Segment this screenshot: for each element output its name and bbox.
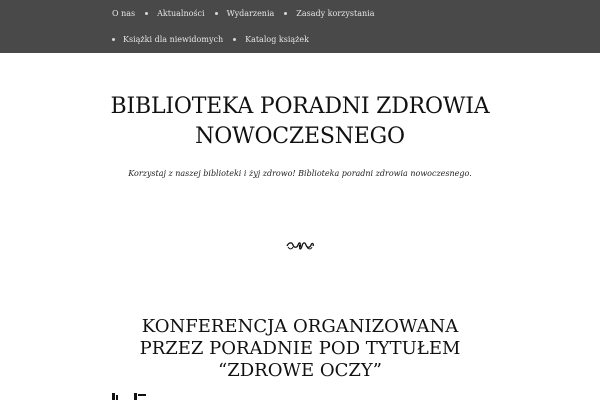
- nav-row-primary: [112, 8, 374, 19]
- post-title-line-1[interactable]: KONFERENCJA ORGANIZOWANA: [141, 316, 459, 337]
- nav-item-katalog-ksiazek[interactable]: Katalog książek: [245, 35, 309, 44]
- nav-item-o-nas[interactable]: O nas: [112, 9, 136, 18]
- site-title-line-2[interactable]: NOWOCZESNEGO: [195, 124, 405, 149]
- bullet-separator-icon: [215, 12, 218, 15]
- nav-item-zasady-korzystania[interactable]: Zasady korzystania: [296, 9, 375, 18]
- site-title-line-1[interactable]: BIBLIOTEKA PORADNI ZDROWIA: [110, 94, 490, 119]
- bullet-separator-icon: [284, 12, 287, 15]
- bullet-separator-icon: [145, 12, 148, 15]
- post-title-line-3[interactable]: “ZDROWE OCZY”: [218, 360, 382, 381]
- nav-item-ksiazki-dla-niewidomych[interactable]: Książki dla niewidomych: [123, 35, 224, 44]
- bullet-separator-icon: [233, 38, 236, 41]
- site-tagline: Korzystaj z naszej biblioteki i żyj zdrowo! Biblioteka poradni zdrowia nowoczesnego.: [128, 169, 472, 178]
- top-navigation: [0, 0, 600, 53]
- nav-item-aktualnosci[interactable]: Aktualności: [157, 9, 205, 18]
- bullet-separator-icon: [112, 38, 115, 41]
- post-title[interactable]: [0, 316, 600, 382]
- nav-row-secondary: [112, 34, 309, 45]
- post-title-line-2[interactable]: PRZEZ PORADNIE POD TYTUŁEM: [139, 338, 461, 359]
- flourish-divider-icon: [286, 241, 314, 251]
- nav-item-wydarzenia[interactable]: Wydarzenia: [226, 9, 275, 18]
- site-title[interactable]: [0, 92, 600, 152]
- post-content-cutoff-glyphs: [112, 391, 148, 400]
